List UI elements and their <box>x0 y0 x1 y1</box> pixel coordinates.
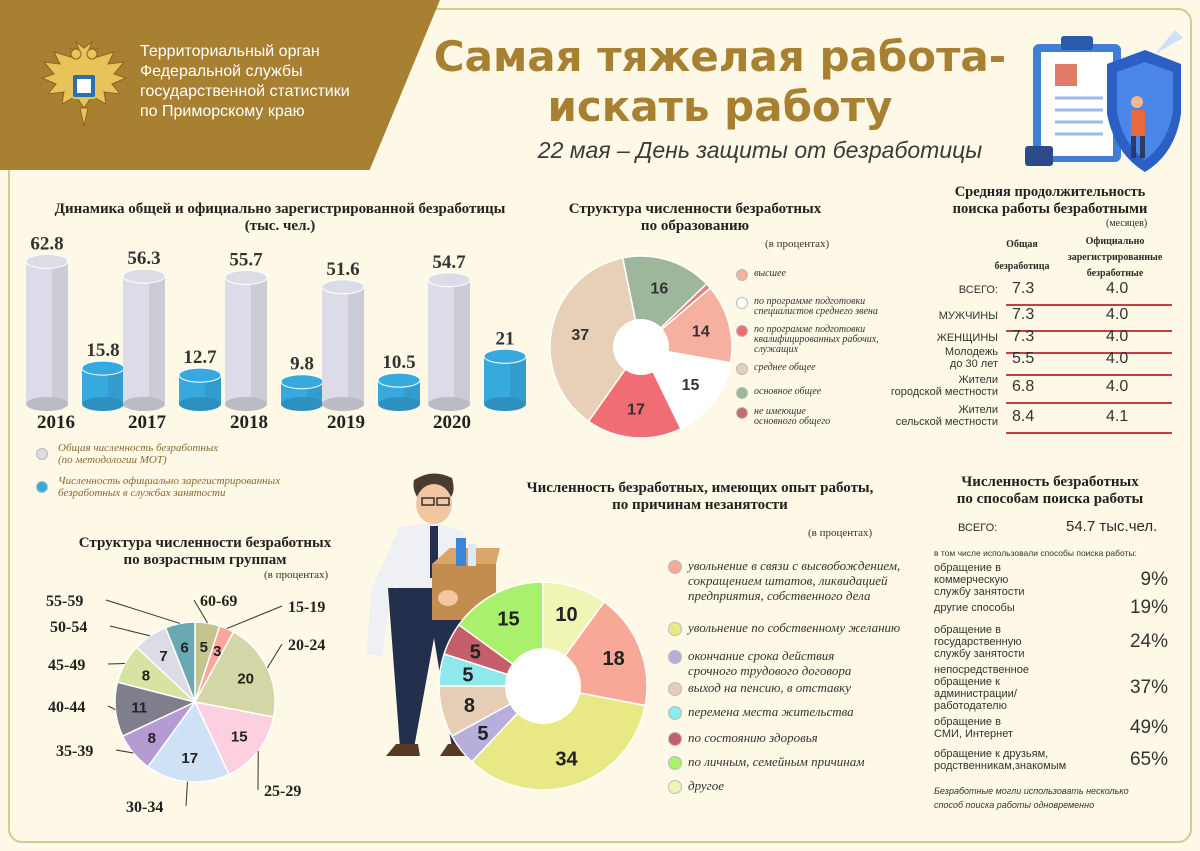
legend-item <box>736 363 816 375</box>
method-percent: 65% <box>1129 749 1168 770</box>
age-title-line: Структура численности безработных <box>78 535 332 551</box>
bar <box>484 349 526 411</box>
age-group-label: 30-34 <box>126 799 164 816</box>
legend-text: по личным, семейным причинам <box>688 754 865 769</box>
method-label-line: обращение в <box>934 716 1001 728</box>
legend-swatch-icon <box>668 682 682 696</box>
legend-text: по программе подготовки <box>754 324 866 335</box>
page-title-line: искать работу <box>547 82 893 131</box>
pie-slice-label: 11 <box>131 699 148 717</box>
org-name <box>140 42 400 122</box>
method-percent: 37% <box>1129 677 1168 698</box>
duration-row-divider <box>1006 374 1172 376</box>
duration-col-header-line: Общая <box>1006 239 1038 250</box>
duration-value-official: 4.0 <box>1106 378 1129 395</box>
legend-swatch-icon <box>736 297 748 309</box>
education-title-line: Структура численности безработных <box>568 201 822 217</box>
reasons-title <box>455 480 945 514</box>
duration-row-label <box>858 310 998 322</box>
duration-row-label <box>858 404 998 428</box>
legend-swatch-icon <box>668 732 682 746</box>
methods-title-line: по способам поиска работы <box>956 491 1144 507</box>
duration-col2-header <box>1060 234 1170 282</box>
method-label <box>934 562 1104 598</box>
legend-text: выход на пенсию, в отставку <box>688 680 851 695</box>
age-group-label: 60-69 <box>200 593 238 610</box>
education-title-line: по образованию <box>640 218 750 234</box>
legend-swatch-icon <box>736 325 748 337</box>
legend-swatch-icon <box>736 363 748 375</box>
pie-slice-label: 18 <box>602 648 625 671</box>
pie-slice-label: 37 <box>571 327 590 345</box>
pie-slice-label: 15 <box>497 608 520 631</box>
duration-row-label-line: Жители <box>958 374 998 386</box>
method-label <box>934 748 1104 772</box>
bar-value-label: 54.7 <box>432 251 466 273</box>
duration-col-header-line: безработные <box>1086 268 1144 279</box>
duration-value-total: 6.8 <box>1012 378 1035 395</box>
pie-slice-label: 15 <box>230 728 248 746</box>
leader-line <box>106 600 180 623</box>
legend-swatch-icon <box>668 650 682 664</box>
pie-slice-label: 15 <box>681 377 700 395</box>
duration-value-official: 4.0 <box>1106 280 1129 297</box>
duration-row-label <box>858 332 998 344</box>
bar-value-label: 55.7 <box>229 249 263 271</box>
legend-text: квалифицированных рабочих, <box>754 334 879 345</box>
duration-value-official: 4.0 <box>1106 328 1129 345</box>
age-group-label: 35-39 <box>56 743 94 760</box>
education-pie-chart <box>548 254 734 440</box>
pie-hole <box>505 648 581 724</box>
legend-item <box>736 387 821 399</box>
pie-slice-label: 10 <box>555 603 578 626</box>
legend-item <box>668 730 818 746</box>
clipboard-illustration-icon <box>1025 24 1185 174</box>
method-label-line: службу занятости <box>934 586 1025 598</box>
method-label <box>934 664 1104 712</box>
legend-text: Численность официально зарегистрированных <box>58 475 280 487</box>
bar-value-label: 12.7 <box>183 347 217 369</box>
pie-slice-label: 16 <box>650 280 669 298</box>
pie-slice-label: 14 <box>691 323 710 341</box>
legend-text: основное общее <box>754 386 822 397</box>
legend-swatch-icon <box>736 407 748 419</box>
method-label-line: обращение к друзьям, <box>934 748 1049 760</box>
pie-slice-label: 8 <box>147 730 157 748</box>
duration-unit: (месяцев) <box>1106 218 1148 229</box>
duration-value-total: 5.5 <box>1012 350 1035 367</box>
pie-slice-label: 17 <box>627 401 645 419</box>
pie-slice-label: 20 <box>237 670 255 688</box>
age-group-label: 50-54 <box>50 619 88 636</box>
duration-table <box>860 280 1180 440</box>
legend-item <box>668 620 900 636</box>
age-group-label: 45-49 <box>48 657 86 674</box>
pie-slice-label: 34 <box>555 748 578 771</box>
age-group-label: 55-59 <box>46 593 84 610</box>
method-label-line: обращение в <box>934 562 1001 574</box>
legend-swatch-icon <box>668 622 682 636</box>
age-unit: (в процентах) <box>264 569 329 581</box>
duration-row-label <box>858 284 998 296</box>
legend-item <box>736 269 786 281</box>
age-pie-chart <box>40 584 340 820</box>
legend-text: служащих <box>754 344 799 355</box>
method-label-line: службу занятости <box>934 648 1025 660</box>
methods-note-bottom <box>934 784 1174 812</box>
pie-hole <box>613 319 669 375</box>
legend-text: Общая численность безработных <box>58 442 219 454</box>
duration-value-official: 4.0 <box>1106 350 1129 367</box>
duration-row-label-line: сельской местности <box>895 416 998 428</box>
age-group-label: 25-29 <box>264 783 302 800</box>
page-title-line: Самая тяжелая работа- <box>433 32 1007 81</box>
education-unit: (в процентах) <box>765 238 830 250</box>
methods-total-label: ВСЕГО: <box>958 522 998 534</box>
method-label <box>934 602 1104 614</box>
legend-swatch-icon <box>668 756 682 770</box>
bar <box>322 280 364 411</box>
bar <box>225 270 267 411</box>
bar-value-label: 9.8 <box>290 353 314 375</box>
age-group-label: 20-24 <box>288 637 326 654</box>
duration-col-header-line: зарегистрированные <box>1067 252 1163 263</box>
legend-swatch-icon <box>668 560 682 574</box>
legend-text: среднее общее <box>754 362 816 373</box>
duration-title <box>905 184 1195 218</box>
org-line: государственной статистики <box>140 83 350 100</box>
methods-total-value: 54.7 <box>1066 518 1096 535</box>
duration-row-divider <box>1006 402 1172 404</box>
legend-text: основного общего <box>754 416 831 427</box>
duration-value-total: 8.4 <box>1012 408 1035 425</box>
method-label-line: обращение в <box>934 624 1001 636</box>
pie-slice-label: 8 <box>141 667 151 685</box>
legend-text: сокращением штатов, ликвидацией <box>688 573 888 588</box>
bar-value-label: 56.3 <box>127 248 161 270</box>
bar <box>179 368 221 411</box>
pie-slice-label: 8 <box>463 695 475 718</box>
duration-col1-header <box>982 234 1062 278</box>
method-percent: 19% <box>1129 597 1168 618</box>
duration-value-official: 4.0 <box>1106 306 1129 323</box>
methods-total-unit: тыс.чел. <box>1099 518 1158 535</box>
methods-title-line: Численность безработных <box>961 474 1139 490</box>
duration-value-total: 7.3 <box>1012 280 1035 297</box>
bar-value-label: 15.8 <box>86 340 120 362</box>
year-tick-label: 2018 <box>230 412 268 433</box>
legend-item <box>668 778 724 794</box>
legend-swatch-icon <box>36 481 48 493</box>
legend-text: предприятия, собственного дела <box>688 588 871 603</box>
legend-text: срочного трудового договора <box>688 663 852 678</box>
duration-row-label <box>858 374 998 398</box>
page-title <box>430 32 1010 132</box>
duration-col-header-line: Официально <box>1085 236 1145 247</box>
duration-row-label-line: ВСЕГО: <box>958 284 998 296</box>
duration-col-header-line: безработица <box>994 261 1050 272</box>
legend-swatch-icon <box>36 448 48 460</box>
methods-note-line: способ поиска работы одновременно <box>934 800 1095 810</box>
bar <box>428 273 470 411</box>
legend-item <box>668 680 851 696</box>
legend-text: другое <box>688 778 725 793</box>
legend-text: увольнение по собственному желанию <box>688 620 901 635</box>
duration-row-label-line: Жители <box>958 404 998 416</box>
org-line: по Приморскому краю <box>140 103 305 120</box>
legend-text: высшее <box>754 268 786 279</box>
legend-text: по состоянию здоровья <box>688 730 818 745</box>
pie-slice-label: 3 <box>213 643 222 661</box>
method-label-line: СМИ, Интернет <box>934 728 1013 740</box>
duration-row-label-line: МУЖЧИНЫ <box>938 310 998 322</box>
legend-swatch-icon <box>668 706 682 720</box>
pie-slice-label: 5 <box>462 664 474 687</box>
duration-title-line: Средняя продолжительность <box>954 184 1146 200</box>
bar-value-label: 21 <box>495 328 515 350</box>
leader-line <box>186 782 187 806</box>
age-title-line: по возрастным группам <box>123 552 287 568</box>
bar-value-label: 51.6 <box>326 258 360 280</box>
org-line: Федеральной службы <box>140 63 303 80</box>
emblem-eagle-icon <box>40 38 128 132</box>
duration-row-label-line: Молодежь <box>944 346 998 358</box>
bar-value-label: 10.5 <box>382 352 416 374</box>
org-line: Территориальный орган <box>140 43 320 60</box>
dynamics-legend <box>36 442 336 499</box>
year-tick-label: 2017 <box>128 412 166 433</box>
dynamics-title: Динамика общей и официально зарегистрированной безработицы (тыс. чел.) <box>54 201 506 234</box>
legend-item <box>36 475 336 499</box>
duration-value-total: 7.3 <box>1012 328 1035 345</box>
reasons-pie-chart <box>437 580 649 792</box>
legend-item <box>736 297 878 317</box>
bar <box>281 375 323 411</box>
education-title <box>520 201 870 235</box>
legend-item <box>36 442 336 466</box>
methods-note-top: в том числе использовали способы поиска работы: <box>934 548 1137 558</box>
method-label-line: родственникам,знакомым <box>934 760 1067 772</box>
legend-text: безработных в службах занятости <box>58 487 226 499</box>
bar-value-label: 62.8 <box>30 233 64 255</box>
legend-swatch-icon <box>668 780 682 794</box>
year-tick-label: 2020 <box>433 412 471 433</box>
bar <box>378 373 420 411</box>
methods-table <box>934 560 1174 780</box>
duration-title-line: поиска работы безработными <box>952 201 1148 217</box>
method-label-line: другие способы <box>934 602 1015 614</box>
method-label-line: обращение к <box>934 676 1000 688</box>
legend-item <box>668 704 854 720</box>
pie-slice-label: 5 <box>469 641 481 664</box>
method-label-line: государственную <box>934 636 1022 648</box>
dynamics-bar-chart <box>18 228 538 434</box>
pie-slice-label: 7 <box>159 648 168 666</box>
legend-swatch-icon <box>736 269 748 281</box>
duration-row-label <box>858 346 998 370</box>
reasons-title-line: Численность безработных, имеющих опыт работы, <box>526 480 874 496</box>
pie-slice-label: 5 <box>199 639 208 657</box>
bar <box>82 361 124 411</box>
pie-slice-label: 17 <box>181 750 199 768</box>
method-percent: 9% <box>1140 569 1168 590</box>
year-tick-label: 2016 <box>37 412 75 433</box>
method-label <box>934 624 1104 660</box>
age-title <box>40 535 370 569</box>
methods-total <box>1066 518 1157 535</box>
page-subtitle: 22 мая – День защиты от безработицы <box>537 137 983 163</box>
age-group-label: 15-19 <box>288 599 326 616</box>
legend-text: (по методологии МОТ) <box>58 454 167 466</box>
method-label-line: коммерческую <box>934 574 1009 586</box>
leader-line <box>110 626 150 636</box>
method-percent: 24% <box>1129 631 1168 652</box>
legend-text: перемена места жительства <box>688 704 854 719</box>
bar <box>123 269 165 411</box>
legend-text: окончание срока действия <box>688 648 835 663</box>
method-label-line: работодателю <box>934 700 1007 712</box>
legend-item <box>668 558 900 603</box>
method-percent: 49% <box>1129 717 1168 738</box>
duration-row-label-line: ЖЕНЩИНЫ <box>936 332 998 344</box>
legend-item <box>736 407 830 427</box>
legend-text: увольнение в связи с высвобождением, <box>688 558 901 573</box>
duration-row-label-line: городской местности <box>890 386 998 398</box>
duration-value-official: 4.1 <box>1106 408 1129 425</box>
method-label <box>934 716 1104 740</box>
legend-text: специалистов среднего звена <box>754 306 878 317</box>
pie-slice-label: 5 <box>477 722 489 745</box>
bar <box>26 254 68 411</box>
methods-note-line: Безработные могли использовать несколько <box>934 786 1129 796</box>
legend-swatch-icon <box>736 387 748 399</box>
age-group-label: 40-44 <box>48 699 86 716</box>
legend-item <box>668 754 865 770</box>
leader-line <box>108 663 125 664</box>
methods-title <box>920 474 1180 508</box>
legend-text: по программе подготовки <box>754 296 866 307</box>
legend-item <box>668 648 851 678</box>
reasons-unit: (в процентах) <box>808 527 873 539</box>
pie-slice-label: 6 <box>180 639 189 657</box>
year-tick-label: 2019 <box>327 412 365 433</box>
method-label-line: непосредственное <box>934 664 1029 676</box>
method-label-line: администрации/ <box>934 688 1017 700</box>
duration-value-total: 7.3 <box>1012 306 1035 323</box>
duration-row-label-line: до 30 лет <box>949 358 998 370</box>
legend-text: не имеющие <box>754 406 806 417</box>
leader-line <box>267 644 282 668</box>
duration-row-divider <box>1006 432 1172 434</box>
reasons-title-line: по причинам незанятости <box>612 497 788 513</box>
